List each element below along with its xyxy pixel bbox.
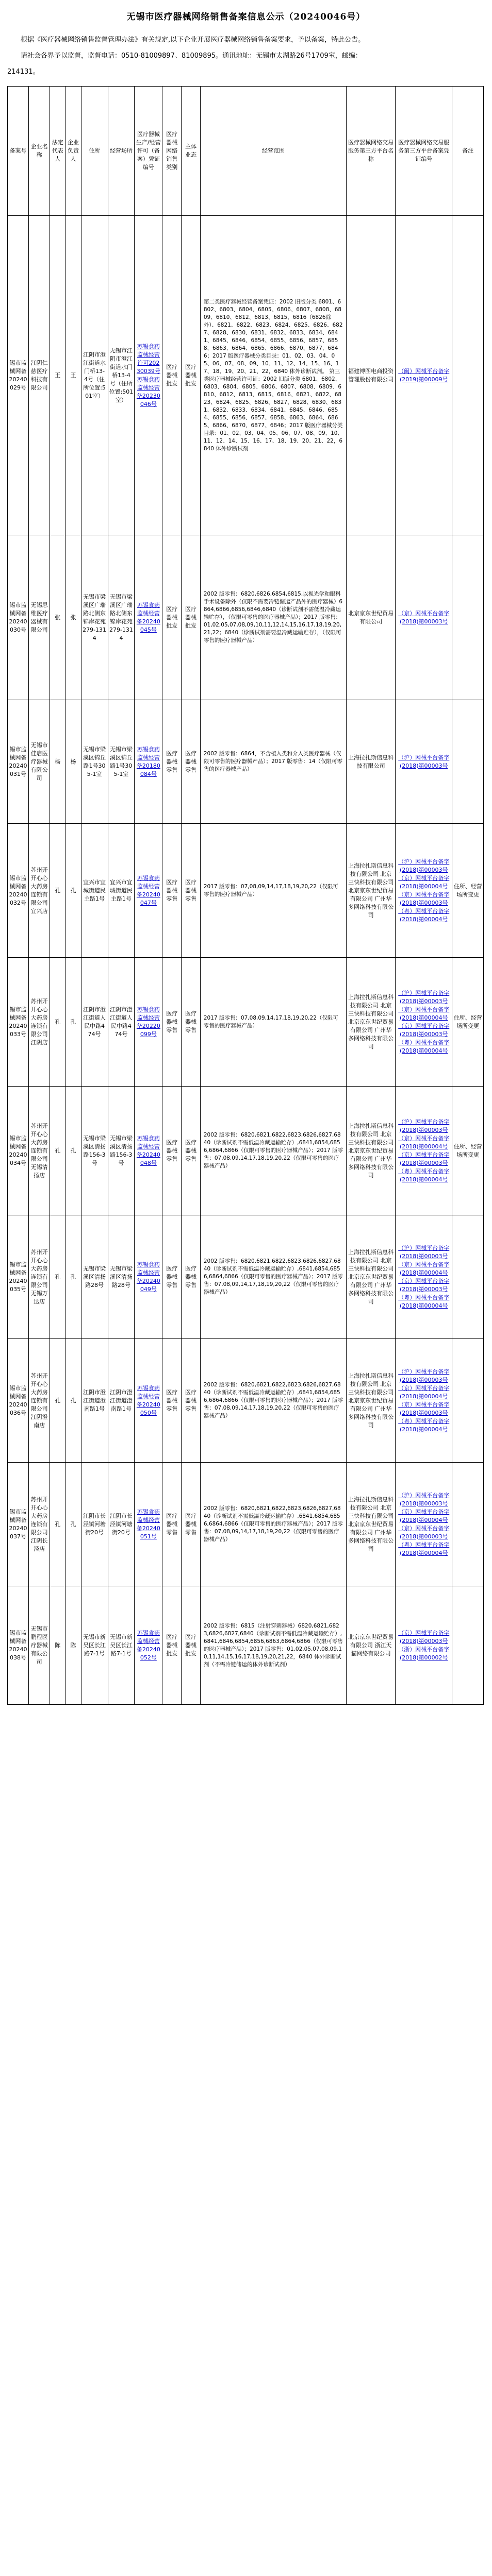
- cell-platform-no: [396, 958, 452, 1087]
- cell-platform-no: [396, 535, 452, 700]
- license-link[interactable]: 苏锡食药监械经营备20240049号: [136, 1261, 160, 1293]
- cell-address: 江阴市澄江街道水门桥13-4号（住所位置:501室）: [81, 216, 108, 535]
- cell-premises: 宜兴市宜城街道民主路1号: [108, 824, 135, 958]
- table-row: [8, 216, 484, 535]
- cell-note: [452, 1339, 484, 1463]
- cell-legal-rep: 陈: [50, 1586, 65, 1705]
- cell-address: 江阴市澄江街道人民中路474号: [81, 958, 108, 1087]
- cell-platform-no: [396, 1339, 452, 1463]
- cell-company: 无锡市鹏程医疗器械有限公司: [29, 1586, 50, 1705]
- header-cell-platform: 医疗器械网络交易服务第三方平台名称: [347, 87, 396, 216]
- cell-category: 医疗器械零售: [162, 1463, 182, 1586]
- cell-category: 医疗器械零售: [162, 824, 182, 958]
- cell-record-no: 锡市监械网备20240035号: [8, 1215, 29, 1339]
- cell-manager: 孔: [65, 1339, 81, 1463]
- platform-record-link[interactable]: （沪）网械平台备字(2018)第00003号 （京）网械平台备字(2018)第00004号 （京）网械平台备字(2018)第00003号 （粤）网械平台备字(2018)第00004号: [398, 1492, 450, 1556]
- license-link[interactable]: 苏锡食药监械经营备20240051号: [136, 1508, 160, 1540]
- license-link[interactable]: 苏锡食药监械经营备20240050号: [136, 1384, 160, 1416]
- cell-manager: 杨: [65, 700, 81, 824]
- table-row: [8, 700, 484, 824]
- cell-note: [452, 535, 484, 700]
- cell-company: 苏州开开心心大药房连锁有限公司江阴澄南店: [29, 1339, 50, 1463]
- cell-license: [135, 1087, 162, 1215]
- cell-premises: 无锡市梁溪区清扬路28号: [108, 1215, 135, 1339]
- cell-manager: 陈: [65, 1586, 81, 1705]
- platform-record-link[interactable]: （沪）网械平台备字(2018)第00003号: [398, 754, 450, 769]
- cell-legal-rep: 杨: [50, 700, 65, 824]
- contact-paragraph: 请社会各界予以监督，监督电话：0510-81009897、81009895。通讯地址：无锡市太湖路26号1709室，邮编：: [21, 52, 362, 60]
- table-row: [8, 958, 484, 1087]
- cell-company: 江阴仁慈医疗科技有限公司: [29, 216, 50, 535]
- cell-license: [135, 1463, 162, 1586]
- cell-license: [135, 700, 162, 824]
- cell-platform: 上海拉扎斯信息科技有限公司 北京三快科技有限公司 北京京东世纪贸易有限公司 广州华多网络科技有限公司: [347, 1215, 396, 1339]
- license-link[interactable]: 苏锡食药监械经营备20240048号: [136, 1134, 160, 1166]
- cell-note: [452, 1463, 484, 1586]
- cell-legal-rep: 张: [50, 535, 65, 700]
- header-cell-company: 企业名称: [29, 87, 50, 216]
- cell-scope: 2002 版零售：6864，不含植入类和介入类医疗器械（仅限可零售的医疗器械产品）；2017 版零售：14（仅限可零售的医疗器械产品）: [200, 700, 346, 824]
- platform-record-link[interactable]: （闽）网械平台备字(2019)第00009号: [398, 367, 450, 383]
- cell-category: 医疗器械批发: [162, 1586, 182, 1705]
- cell-license: [135, 1586, 162, 1705]
- cell-platform: 上海拉扎斯信息科技有限公司 北京三快科技有限公司 北京京东世纪贸易有限公司 广州华多网络科技有限公司: [347, 1463, 396, 1586]
- cell-manager: 孔: [65, 1087, 81, 1215]
- license-link[interactable]: 苏锡食药监械经营备20240052号: [136, 1629, 160, 1661]
- table-row: [8, 1586, 484, 1705]
- cell-subject: 医疗器械零售: [182, 958, 201, 1087]
- cell-license: [135, 1215, 162, 1339]
- table-header-row: [8, 87, 484, 216]
- platform-record-link[interactable]: （沪）网械平台备字(2018)第00003号 （京）网械平台备字(2018)第00004号 （京）网械平台备字(2018)第00003号 （粤）网械平台备字(2018)第00004号: [398, 1368, 450, 1433]
- registration-table: [7, 86, 484, 1705]
- cell-platform-no: [396, 700, 452, 824]
- cell-subject: 医疗器械批发: [182, 535, 201, 700]
- table-row: [8, 1087, 484, 1215]
- cell-note: [452, 1586, 484, 1705]
- cell-category: 医疗器械零售: [162, 958, 182, 1087]
- intro-text: [7, 32, 483, 80]
- cell-record-no: 锡市监械网备20240038号: [8, 1586, 29, 1705]
- cell-record-no: 锡市监械网备20240031号: [8, 700, 29, 824]
- cell-scope: 2002 版零售：6820,6826,6854,6815,以视光学和眼科手术设备除外（仅限不需要冷链储运产品外的医疗器械）6864,6866,6856,6846,6840（诊断试剂不需低温冷藏运输贮存），（仅限可零售的医疗器械产品）；2017 版零售：01,02,05,07,08,09,10,11,12,14,15,16,17,18,19,20,21,22；6840（诊断试剂需要温冷藏运输贮存），（仅限可零售的医疗器械产品）: [200, 535, 346, 700]
- cell-platform-no: [396, 1586, 452, 1705]
- header-cell-subject: 主体业态: [182, 87, 201, 216]
- cell-note: [452, 1215, 484, 1339]
- cell-license: [135, 824, 162, 958]
- cell-scope: 2017 版零售：07,08,09,14,17,18,19,20,22（仅限可零售的医疗器械产品）: [200, 958, 346, 1087]
- cell-premises: 江阴市澄江街道澄南路1号: [108, 1339, 135, 1463]
- cell-premises: 无锡市新吴区长江路7-1号: [108, 1586, 135, 1705]
- cell-note: [452, 700, 484, 824]
- cell-platform-no: [396, 824, 452, 958]
- postcode-line: 214131。: [7, 68, 40, 76]
- cell-scope: 2002 版零售：6820,6821,6822,6823,6826,6827,6840（诊断试剂不需低温冷藏运输贮存）,6841,6854,6856,6864,6866（仅限可零售的医疗器械产品）；2017 版零售：07,08,09,14,17,18,19,20,22（仅限可零售的医疗器械产品）: [200, 1215, 346, 1339]
- cell-company: 苏州开开心心大药房连锁有限公司无锡万达店: [29, 1215, 50, 1339]
- cell-category: 医疗器械零售: [162, 1087, 182, 1215]
- cell-license: [135, 535, 162, 700]
- cell-premises: 江阴市长泾镇河塘街20号: [108, 1463, 135, 1586]
- table-row: [8, 1339, 484, 1463]
- license-link[interactable]: 苏锡食药监械经营备20220099号: [136, 1006, 160, 1038]
- header-cell-category: 医疗器械网络销售类别: [162, 87, 182, 216]
- cell-address: 宜兴市宜城街道民主路1号: [81, 824, 108, 958]
- cell-scope: 第二类医疗器械经营备案凭证：2002 旧版分类 6801、6802、6803、6804、6805、6806、6807、6808、6809、6810、6812、6813、6815、6816（6826除外）、6821、6822、6823、6824、6825、6826、6827、6828、6830、6831、6832、6833、6834、6841、6845、6846、6854、6855、6856、6857、6858、6863、6864、6865、6866、6870、6877、6846；2017 版医疗器械分类目录：01、02、03、04、05、06、07、08、09、10、11、12、14、15、16、17、18、19、20、21、22，6840 体外诊断试剂。 第三类医疗器械经营许可证：2002 旧版分类 6801、6802、6803、6804、6805、6806、6807、6808、6809、6810、6812、6813、6815、6816、6821、6822、6823、6824、6825、6826、6827、6828、6830、6831、6832、6833、6834、6841、6845、6846、6854、6855、6856、6857、6858、6863、6864、6865、6866、6870、6877、6846；2017 版医疗器械分类目录：01、02、03、04、05、06、07、08、09、10、11、12、14、15、16、17、18、19、20、21、22，6840 体外诊断试剂: [200, 216, 346, 535]
- cell-platform-no: [396, 1087, 452, 1215]
- cell-subject: 医疗器械零售: [182, 700, 201, 824]
- cell-address: 无锡市梁溪区清扬路28号: [81, 1215, 108, 1339]
- cell-manager: 王: [65, 216, 81, 535]
- cell-scope: 2002 版零售：6820,6821,6822,6823,6826,6827,6840（诊断试剂不需低温冷藏运输贮存）,6841,6854,6856,6864,6866（仅限可零售的医疗器械产品）；2017 版零售：07,08,09,14,17,18,19,20,22（仅限可零售的医疗器械产品）: [200, 1463, 346, 1586]
- cell-record-no: 锡市监械网备20240036号: [8, 1339, 29, 1463]
- cell-legal-rep: 孔: [50, 958, 65, 1087]
- cell-legal-rep: 孔: [50, 1215, 65, 1339]
- cell-address: 无锡市梁溪区广瑞路北侧东锦岸花苑279-1314: [81, 535, 108, 700]
- table-row: [8, 1463, 484, 1586]
- cell-record-no: 锡市监械网备20240032号: [8, 824, 29, 958]
- cell-category: 医疗器械批发: [162, 535, 182, 700]
- table-row: [8, 535, 484, 700]
- cell-manager: 张: [65, 535, 81, 700]
- cell-manager: 孔: [65, 958, 81, 1087]
- cell-platform-no: [396, 1463, 452, 1586]
- cell-premises: 无锡市梁溪区锦丘路1号305-1室: [108, 700, 135, 824]
- platform-record-link[interactable]: （沪）网械平台备字(2018)第00003号 （京）网械平台备字(2018)第00004号 （京）网械平台备字(2018)第00003号 （粤）网械平台备字(2018)第00004号: [398, 858, 450, 923]
- cell-address: 无锡市梁溪区清扬路156-3号: [81, 1087, 108, 1215]
- cell-category: 医疗器械零售: [162, 700, 182, 824]
- platform-record-link[interactable]: （京）网械平台备字(2018)第00003号: [398, 609, 450, 625]
- cell-category: 医疗器械零售: [162, 1215, 182, 1339]
- cell-record-no: 锡市监械网备20240033号: [8, 958, 29, 1087]
- cell-platform: 北京京东世纪贸易有限公司: [347, 535, 396, 700]
- license-link[interactable]: 苏锡食药监械经营备20180084号: [136, 745, 160, 777]
- header-cell-record-no: 备案号: [8, 87, 29, 216]
- cell-legal-rep: 孔: [50, 824, 65, 958]
- license-link[interactable]: 苏锡食药监械经营备20240045号: [136, 601, 160, 633]
- cell-license: [135, 958, 162, 1087]
- cell-company: 无锡市佳启医疗器械有限公司: [29, 700, 50, 824]
- cell-platform-no: [396, 1215, 452, 1339]
- header-cell-address: 住所: [81, 87, 108, 216]
- header-cell-license: 医疗器械生产/经营许可（备案）凭证编号: [135, 87, 162, 216]
- license-link[interactable]: 苏锡食药监械经营备20240047号: [136, 874, 160, 906]
- intro-paragraph: 根据《医疗器械网络销售监督管理办法》有关规定,以下企业开展医疗器械网络销售备案要求，予以备案，特此公告。: [21, 36, 365, 44]
- cell-note: [452, 216, 484, 535]
- cell-record-no: 锡市监械网备20240029号: [8, 216, 29, 535]
- cell-scope: 2002 版零售：6815（注射穿刺器械）6820,6821,6823,6826,6827,6840（诊断试剂不需低温冷藏运输贮存）,6841,6846,6854,6856,6863,6864,6866（仅限可零售的医疗器械产品）；2017 版零售：01,02,05,07,08,09,10,11,14,15,16,17,18,19,20,21,22，6840 体外诊断试剂（不需冷链储运的体外诊断试剂）: [200, 1586, 346, 1705]
- cell-premises: 江阴市澄江街道人民中路474号: [108, 958, 135, 1087]
- cell-record-no: 锡市监械网备20240037号: [8, 1463, 29, 1586]
- cell-platform: 上海拉扎斯信息科技有限公司: [347, 700, 396, 824]
- cell-manager: 孔: [65, 824, 81, 958]
- cell-platform: 上海拉扎斯信息科技有限公司 北京三快科技有限公司 北京京东世纪贸易有限公司 广州华多网络科技有限公司: [347, 1339, 396, 1463]
- platform-record-link[interactable]: （沪）网械平台备字(2018)第00003号 （京）网械平台备字(2018)第00004号 （京）网械平台备字(2018)第00003号 （粤）网械平台备字(2018)第00004号: [398, 1244, 450, 1309]
- cell-subject: 医疗器械零售: [182, 1463, 201, 1586]
- cell-note: 住所、经营场所变更: [452, 824, 484, 958]
- cell-record-no: 锡市监械网备20240030号: [8, 535, 29, 700]
- table-row: [8, 824, 484, 958]
- cell-address: 江阴市长泾镇河塘街20号: [81, 1463, 108, 1586]
- cell-platform: 北京京东世纪贸易有限公司 浙江天猫网络有限公司: [347, 1586, 396, 1705]
- cell-manager: 孔: [65, 1463, 81, 1586]
- cell-license: [135, 216, 162, 535]
- cell-scope: 2017 版零售：07,08,09,14,17,18,19,20,22（仅限可零售的医疗器械产品）: [200, 824, 346, 958]
- license-link[interactable]: 苏锡食药监械经营许可20230039号 苏锡食药监械经营备20230046号: [136, 343, 160, 408]
- cell-company: 苏州开开心心大药房连锁有限公司无锡清扬店: [29, 1087, 50, 1215]
- cell-category: 医疗器械零售: [162, 1339, 182, 1463]
- header-cell-manager: 企业负责人: [65, 87, 81, 216]
- cell-legal-rep: 孔: [50, 1087, 65, 1215]
- platform-record-link[interactable]: （京）网械平台备字(2018)第00003号 （浙）网械平台备字(2018)第00002号: [398, 1629, 450, 1661]
- cell-scope: 2002 版零售：6820,6821,6822,6823,6826,6827,6840（诊断试剂不需低温冷藏运输贮存）,6841,6854,6856,6864,6866（仅限可零售的医疗器械产品）；2017 版零售：07,08,09,14,17,18,19,20,22（仅限可零售的医疗器械产品）: [200, 1087, 346, 1215]
- cell-address: 无锡市梁溪区锦丘路1号305-1室: [81, 700, 108, 824]
- cell-note: 住所、经营场所变更: [452, 1087, 484, 1215]
- cell-company: 苏州开开心心大药房连锁有限公司江阴店: [29, 958, 50, 1087]
- cell-platform: 上海拉扎斯信息科技有限公司 北京三快科技有限公司 北京京东世纪贸易有限公司 广州华多网络科技有限公司: [347, 1087, 396, 1215]
- cell-platform-no: [396, 216, 452, 535]
- cell-address: 无锡市新吴区长江路7-1号: [81, 1586, 108, 1705]
- cell-company: 无锡思维医疗器械有限公司: [29, 535, 50, 700]
- header-cell-platform-no: 医疗器械网络交易服务第三方平台备案凭证编号: [396, 87, 452, 216]
- cell-manager: 孔: [65, 1215, 81, 1339]
- header-cell-note: 备注: [452, 87, 484, 216]
- cell-subject: 医疗器械零售: [182, 824, 201, 958]
- header-cell-legal-rep: 法定代表人: [50, 87, 65, 216]
- table-body: [8, 216, 484, 1705]
- cell-license: [135, 1339, 162, 1463]
- cell-legal-rep: 孔: [50, 1339, 65, 1463]
- cell-premises: 无锡市梁溪区广瑞路北侧东锦岸花苑279-1314: [108, 535, 135, 700]
- cell-legal-rep: 孔: [50, 1463, 65, 1586]
- cell-scope: 2002 版零售：6820,6821,6822,6823,6826,6827,6840（诊断试剂不需低温冷藏运输贮存）,6841,6854,6856,6864,6866（仅限可零售的医疗器械产品）；2017 版零售：07,08,09,14,17,18,19,20,22（仅限可零售的医疗器械产品）: [200, 1339, 346, 1463]
- cell-platform: 上海拉扎斯信息科技有限公司 北京三快科技有限公司 北京京东世纪贸易有限公司 广州华多网络科技有限公司: [347, 958, 396, 1087]
- cell-record-no: 锡市监械网备20240034号: [8, 1087, 29, 1215]
- cell-premises: 无锡市江阴市澄江街道水门桥13-4号（住所位置:501室）: [108, 216, 135, 535]
- platform-record-link[interactable]: （沪）网械平台备字(2018)第00003号 （京）网械平台备字(2018)第00004号 （京）网械平台备字(2018)第00003号 （粤）网械平台备字(2018)第00004号: [398, 989, 450, 1054]
- cell-company: 苏州开开心心大药房连锁有限公司江阴长泾店: [29, 1463, 50, 1586]
- header-cell-premises: 经营场所: [108, 87, 135, 216]
- page-title: 无锡市医疗器械网络销售备案信息公示（20240046号）: [126, 12, 366, 22]
- cell-platform: 福建博图电商投资管理股份有限公司: [347, 216, 396, 535]
- cell-subject: 医疗器械批发: [182, 1586, 201, 1705]
- cell-subject: 医疗器械批发: [182, 216, 201, 535]
- platform-record-link[interactable]: （沪）网械平台备字(2018)第00003号 （京）网械平台备字(2018)第00004号 （京）网械平台备字(2018)第00003号 （粤）网械平台备字(2018)第00004号: [398, 1118, 450, 1183]
- cell-company: 苏州开开心心大药房连锁有限公司宜兴店: [29, 824, 50, 958]
- cell-premises: 无锡市梁溪区清扬路156-3号: [108, 1087, 135, 1215]
- cell-subject: 医疗器械零售: [182, 1215, 201, 1339]
- header-cell-scope: 经营范围: [200, 87, 346, 216]
- cell-note: 住所、经营场所变更: [452, 958, 484, 1087]
- cell-platform: 上海拉扎斯信息科技有限公司 北京三快科技有限公司 北京京东世纪贸易有限公司 广州华多网络科技有限公司: [347, 824, 396, 958]
- cell-subject: 医疗器械零售: [182, 1087, 201, 1215]
- cell-legal-rep: 王: [50, 216, 65, 535]
- table-row: [8, 1215, 484, 1339]
- cell-category: 医疗器械批发: [162, 216, 182, 535]
- cell-address: 江阴市澄江街道澄南路1号: [81, 1339, 108, 1463]
- cell-subject: 医疗器械零售: [182, 1339, 201, 1463]
